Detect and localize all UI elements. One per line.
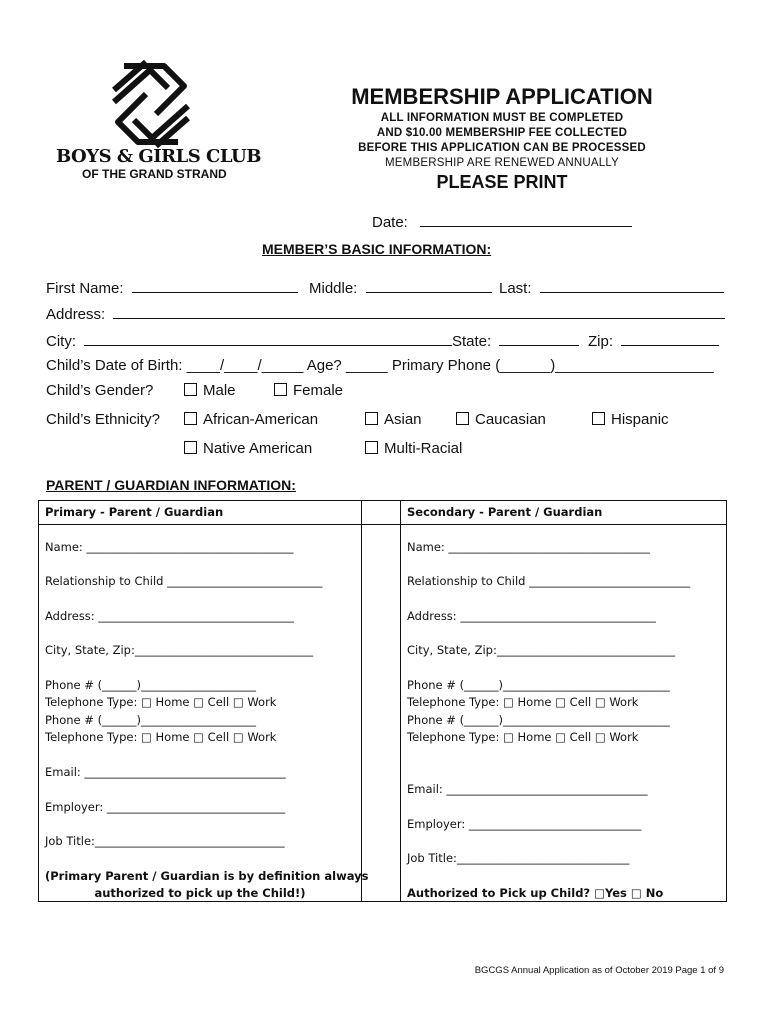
city-label: City: xyxy=(46,333,76,350)
table-divider-left xyxy=(361,501,362,901)
multi-checkbox[interactable] xyxy=(365,441,378,454)
secondary-name-field[interactable]: Name: ___________________________________ xyxy=(407,540,650,554)
dob-row[interactable]: Child’s Date of Birth: ____/____/_____ Age? _____ Primary Phone (______)___________________ xyxy=(46,357,714,374)
hispanic-label: Hispanic xyxy=(611,411,669,428)
state-input[interactable] xyxy=(499,331,579,346)
secondary-job-field[interactable]: Job Title:______________________________ xyxy=(407,851,630,865)
zip-label: Zip: xyxy=(588,333,614,350)
primary-job-field[interactable]: Job Title:_________________________________ xyxy=(45,834,285,848)
last-label: Last: xyxy=(499,280,532,297)
guardian-heading: PARENT / GUARDIAN INFORMATION: xyxy=(46,477,296,493)
address-label: Address: xyxy=(46,306,106,323)
gender-male-option[interactable] xyxy=(184,382,236,399)
please-print: PLEASE PRINT xyxy=(436,172,568,192)
caucasian-label: Caucasian xyxy=(475,411,546,428)
middle-input[interactable] xyxy=(366,278,492,293)
secondary-address-field[interactable]: Address: __________________________________ xyxy=(407,609,656,623)
primary-phone1-field[interactable]: Phone # (______)____________________ xyxy=(45,678,257,692)
primary-title: Primary - Parent / Guardian xyxy=(45,505,224,519)
date-label: Date: xyxy=(372,214,408,231)
asian-checkbox[interactable] xyxy=(365,412,378,425)
caucasian-checkbox[interactable] xyxy=(456,412,469,425)
african-label: African-American xyxy=(203,411,319,428)
state-row xyxy=(452,331,579,350)
boys-girls-club-logo-icon xyxy=(106,60,196,148)
secondary-authorized-field[interactable]: Authorized to Pick up Child? □Yes □ No xyxy=(407,886,664,900)
first-name-row xyxy=(46,278,298,297)
ethnicity-label: Child’s Ethnicity? xyxy=(46,411,160,428)
page-title: MEMBERSHIP APPLICATION xyxy=(351,84,653,109)
primary-email-field[interactable]: Email: ___________________________________ xyxy=(45,765,286,779)
eth-african-option[interactable] xyxy=(184,411,318,428)
header-line1: ALL INFORMATION MUST BE COMPLETED xyxy=(380,112,624,124)
secondary-type1-field[interactable]: Telephone Type: □ Home □ Cell □ Work xyxy=(407,695,639,709)
primary-relationship-field[interactable]: Relationship to Child ___________________________ xyxy=(45,574,323,588)
first-name-label: First Name: xyxy=(46,280,124,297)
eth-native-option[interactable] xyxy=(184,440,312,457)
last-row xyxy=(499,278,724,297)
eth-multi-option[interactable] xyxy=(365,440,462,457)
last-input[interactable] xyxy=(540,278,724,293)
eth-hispanic-option[interactable] xyxy=(592,411,669,428)
hispanic-checkbox[interactable] xyxy=(592,412,605,425)
date-input[interactable] xyxy=(420,212,632,227)
secondary-employer-field[interactable]: Employer: ______________________________ xyxy=(407,817,642,831)
secondary-city-field[interactable]: City, State, Zip:_______________________________ xyxy=(407,643,676,657)
header-line3: BEFORE THIS APPLICATION CAN BE PROCESSED xyxy=(358,142,646,154)
guardian-table xyxy=(38,500,727,902)
date-row xyxy=(372,212,632,231)
secondary-email-field[interactable]: Email: ___________________________________ xyxy=(407,782,648,796)
asian-label: Asian xyxy=(384,411,422,428)
gender-label: Child’s Gender? xyxy=(46,382,154,399)
african-checkbox[interactable] xyxy=(184,412,197,425)
header-line4: MEMBERSHIP ARE RENEWED ANNUALLY xyxy=(385,157,619,169)
multi-label: Multi-Racial xyxy=(384,440,463,457)
city-input[interactable] xyxy=(84,331,452,346)
primary-address-field[interactable]: Address: __________________________________ xyxy=(45,609,294,623)
eth-asian-option[interactable] xyxy=(365,411,422,428)
eth-caucasian-option[interactable] xyxy=(456,411,546,428)
primary-note-line1: (Primary Parent / Guardian is by definition always xyxy=(45,869,369,883)
primary-type1-field[interactable]: Telephone Type: □ Home □ Cell □ Work xyxy=(45,695,277,709)
logo-line1: BOYS & GIRLS CLUB xyxy=(56,146,261,167)
city-row xyxy=(46,331,452,350)
primary-type2-field[interactable]: Telephone Type: □ Home □ Cell □ Work xyxy=(45,730,277,744)
gender-female-option[interactable] xyxy=(274,382,343,399)
primary-phone2-field[interactable]: Phone # (______)____________________ xyxy=(45,713,257,727)
address-input[interactable] xyxy=(113,304,725,319)
first-name-input[interactable] xyxy=(132,278,298,293)
native-checkbox[interactable] xyxy=(184,441,197,454)
logo-line2: OF THE GRAND STRAND xyxy=(82,167,227,181)
page-footer: BGCGS Annual Application as of October 2019 Page 1 of 9 xyxy=(474,965,724,976)
zip-input[interactable] xyxy=(621,331,719,346)
secondary-phone1-field[interactable]: Phone # (______)_____________________________ xyxy=(407,678,670,692)
secondary-type2-field[interactable]: Telephone Type: □ Home □ Cell □ Work xyxy=(407,730,639,744)
male-label: Male xyxy=(203,382,236,399)
primary-employer-field[interactable]: Employer: _______________________________ xyxy=(45,800,286,814)
primary-name-field[interactable]: Name: ____________________________________ xyxy=(45,540,294,554)
state-label: State: xyxy=(452,333,492,350)
middle-row xyxy=(309,278,492,297)
table-divider-right xyxy=(400,501,401,901)
female-label: Female xyxy=(293,382,344,399)
secondary-relationship-field[interactable]: Relationship to Child ____________________________ xyxy=(407,574,691,588)
table-header-rule xyxy=(39,524,726,525)
zip-row xyxy=(588,331,719,350)
primary-city-field[interactable]: City, State, Zip:_______________________________ xyxy=(45,643,314,657)
primary-note-line2: authorized to pick up the Child!) xyxy=(94,886,306,900)
male-checkbox[interactable] xyxy=(184,383,197,396)
native-label: Native American xyxy=(203,440,313,457)
female-checkbox[interactable] xyxy=(274,383,287,396)
address-row xyxy=(46,304,725,323)
middle-label: Middle: xyxy=(309,280,358,297)
secondary-title: Secondary - Parent / Guardian xyxy=(407,505,603,519)
basic-info-heading: MEMBER’S BASIC INFORMATION: xyxy=(262,241,492,257)
secondary-phone2-field[interactable]: Phone # (______)_____________________________ xyxy=(407,713,670,727)
header-line2: AND $10.00 MEMBERSHIP FEE COLLECTED xyxy=(376,127,628,139)
